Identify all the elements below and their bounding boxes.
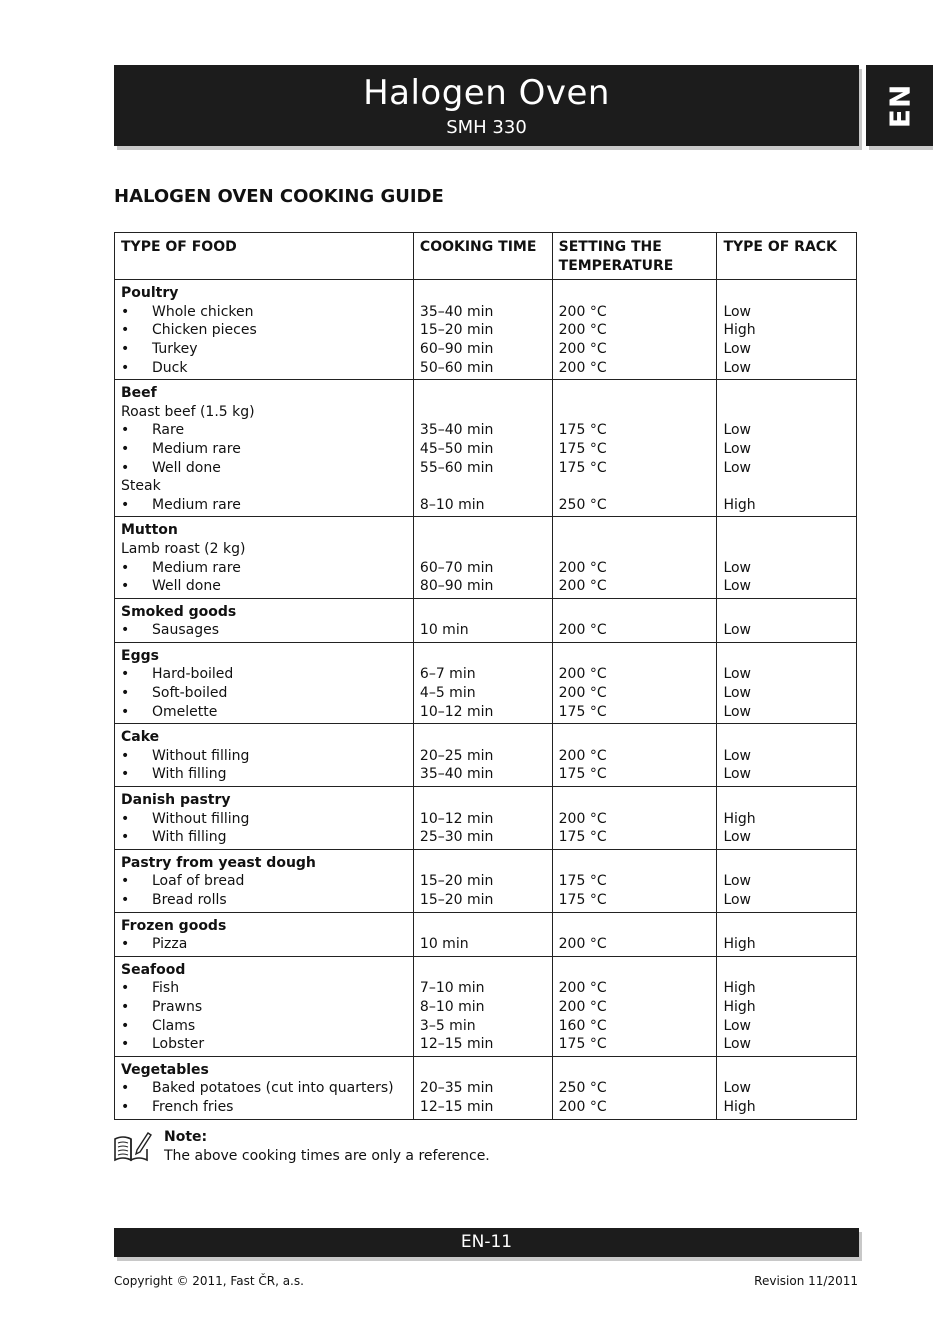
food-item: • Lobster [121, 1035, 407, 1054]
temperature: 200 °C [558, 810, 607, 827]
temperature [559, 403, 711, 422]
revision: Revision 11/2011 [754, 1274, 858, 1288]
temperature: 175 °C [558, 440, 607, 457]
table-row [115, 956, 857, 1056]
spacer-line [559, 961, 711, 980]
time-cell [413, 956, 552, 1056]
cooking-time: 4–5 min [419, 685, 476, 702]
cooking-time: 15–20 min [419, 322, 494, 339]
rack-type: High [723, 980, 756, 997]
cooking-time: 10 min [419, 622, 469, 639]
section-heading: HALOGEN OVEN COOKING GUIDE [114, 186, 444, 207]
spacer-line [420, 284, 546, 303]
rack-type: Low [723, 747, 752, 764]
copyright: Copyright © 2011, Fast ČR, a.s. [114, 1274, 304, 1288]
language-code: EN [883, 83, 916, 128]
table-row [115, 517, 857, 598]
model-number: SMH 330 [446, 117, 527, 138]
cooking-time: 35–40 min [419, 303, 494, 320]
time-cell [413, 912, 552, 956]
food-item: • Bread rolls [121, 891, 407, 910]
table-row [115, 380, 857, 517]
food-category: Seafood [121, 961, 186, 978]
rack-type: High [723, 1098, 756, 1115]
spacer-line [420, 521, 546, 540]
spacer-line [559, 647, 711, 666]
spacer-line [559, 384, 711, 403]
temperature-cell [552, 956, 717, 1056]
food-item: • Whole chicken [121, 303, 407, 322]
temperature: 200 °C [558, 622, 607, 639]
temperature: 175 °C [558, 766, 607, 783]
food-cell [115, 380, 414, 517]
rack-type: Low [723, 578, 752, 595]
spacer-line [723, 284, 850, 303]
food-item: • Turkey [121, 340, 407, 359]
spacer-line [559, 917, 711, 936]
note-text-block [164, 1128, 490, 1166]
rack-type: Low [723, 1017, 752, 1034]
rack-cell [717, 956, 857, 1056]
food-item: • Prawns [121, 998, 407, 1017]
rack-type: Low [723, 685, 752, 702]
food-subheading: Roast beef (1.5 kg) [121, 403, 255, 420]
food-item: • Sausages [121, 621, 407, 640]
header-bar [114, 65, 859, 146]
temperature: 175 °C [558, 422, 607, 439]
header-rack: TYPE OF RACK [717, 233, 857, 280]
spacer-line [420, 647, 546, 666]
book-pencil-icon [112, 1130, 152, 1164]
cooking-time: 20–35 min [419, 1080, 494, 1097]
rack-cell [717, 1056, 857, 1119]
time-cell [413, 642, 552, 723]
table-row [115, 912, 857, 956]
food-item: • Without filling [121, 747, 407, 766]
language-tab [866, 65, 933, 146]
temperature-cell [552, 517, 717, 598]
time-cell [413, 380, 552, 517]
cooking-time: 3–5 min [419, 1017, 476, 1034]
page-number: EN-11 [460, 1232, 513, 1252]
time-cell [413, 787, 552, 850]
spacer-line [723, 854, 850, 873]
note-label: Note: [164, 1129, 208, 1145]
food-category: Danish pastry [121, 792, 231, 809]
rack-type: Low [723, 622, 752, 639]
spacer-line [559, 284, 711, 303]
cooking-time: 8–10 min [419, 496, 485, 513]
temperature [559, 477, 711, 496]
header-type-of-food: TYPE OF FOOD [115, 233, 414, 280]
rack-type: High [723, 322, 756, 339]
cooking-time: 25–30 min [419, 829, 494, 846]
rack-cell [717, 280, 857, 380]
spacer-line [420, 384, 546, 403]
food-item: • Omelette [121, 703, 407, 722]
rack-type: Low [723, 440, 752, 457]
cooking-time: 10–12 min [419, 703, 494, 720]
food-cell [115, 956, 414, 1056]
rack-type: Low [723, 559, 752, 576]
temperature-cell [552, 849, 717, 912]
food-cell [115, 724, 414, 787]
spacer-line [723, 791, 850, 810]
rack-cell [717, 787, 857, 850]
spacer-line [559, 854, 711, 873]
spacer-line [559, 791, 711, 810]
food-cell [115, 912, 414, 956]
food-category: Eggs [121, 647, 159, 664]
cooking-time [420, 540, 546, 559]
food-item: • With filling [121, 828, 407, 847]
food-item: • Without filling [121, 810, 407, 829]
temperature: 200 °C [558, 303, 607, 320]
food-cell [115, 598, 414, 642]
rack-type: Low [723, 303, 752, 320]
rack-cell [717, 724, 857, 787]
food-item: • Well done [121, 459, 407, 478]
food-cell [115, 849, 414, 912]
spacer-line [420, 917, 546, 936]
temperature: 200 °C [558, 685, 607, 702]
header-cooking-time: COOKING TIME [413, 233, 552, 280]
food-category: Poultry [121, 285, 179, 302]
food-item: • Soft-boiled [121, 684, 407, 703]
cooking-time: 50–60 min [419, 359, 494, 376]
food-item: • Duck [121, 359, 407, 378]
food-cell [115, 642, 414, 723]
spacer-line [559, 1061, 711, 1080]
temperature: 175 °C [558, 459, 607, 476]
cooking-time [420, 477, 546, 496]
temperature: 250 °C [558, 496, 607, 513]
time-cell [413, 724, 552, 787]
cooking-time: 35–40 min [419, 766, 494, 783]
cooking-time: 6–7 min [419, 666, 476, 683]
spacer-line [723, 961, 850, 980]
rack-type: Low [723, 892, 752, 908]
temperature-cell [552, 912, 717, 956]
cooking-time: 35–40 min [419, 422, 494, 439]
food-item: • Baked potatoes (cut into quarters) [121, 1079, 407, 1098]
food-item: • Medium rare [121, 496, 407, 515]
rack-type [723, 540, 850, 559]
table-row [115, 724, 857, 787]
cooking-guide-table [114, 232, 857, 1120]
food-subheading: Lamb roast (2 kg) [121, 540, 246, 557]
temperature: 200 °C [558, 980, 607, 997]
temperature: 200 °C [558, 666, 607, 683]
rack-type: High [723, 936, 756, 953]
table-header-row [115, 233, 857, 280]
cooking-time: 8–10 min [419, 998, 485, 1015]
temperature: 200 °C [558, 936, 607, 953]
food-category: Pastry from yeast dough [121, 854, 316, 871]
table-row [115, 1056, 857, 1119]
time-cell [413, 849, 552, 912]
rack-type [723, 477, 850, 496]
food-item: • Fish [121, 979, 407, 998]
food-category: Cake [121, 729, 160, 746]
document-title: Halogen Oven [363, 73, 610, 113]
food-category: Mutton [121, 522, 178, 539]
rack-type: Low [723, 340, 752, 357]
temperature: 175 °C [558, 892, 607, 908]
spacer-line [559, 521, 711, 540]
spacer-line [723, 384, 850, 403]
rack-type: Low [723, 359, 752, 376]
temperature: 175 °C [558, 703, 607, 720]
time-cell [413, 598, 552, 642]
temperature-cell [552, 598, 717, 642]
food-item: • Rare [121, 421, 407, 440]
temperature: 200 °C [558, 998, 607, 1015]
rack-cell [717, 517, 857, 598]
cooking-time [420, 403, 546, 422]
food-item: • French fries [121, 1098, 407, 1117]
temperature: 175 °C [558, 873, 607, 890]
rack-type: Low [723, 1036, 752, 1053]
table-row [115, 849, 857, 912]
food-item: • Well done [121, 577, 407, 596]
cooking-time: 15–20 min [419, 892, 494, 908]
cooking-time: 12–15 min [419, 1036, 494, 1053]
spacer-line [723, 1061, 850, 1080]
temperature: 200 °C [558, 559, 607, 576]
cooking-time: 45–50 min [419, 440, 494, 457]
food-item: • Chicken pieces [121, 321, 407, 340]
temperature: 160 °C [558, 1017, 607, 1034]
food-subheading: Steak [121, 478, 161, 495]
spacer-line [723, 603, 850, 622]
spacer-line [723, 647, 850, 666]
spacer-line [420, 791, 546, 810]
food-item: • Pizza [121, 935, 407, 954]
rack-cell [717, 598, 857, 642]
temperature: 200 °C [558, 747, 607, 764]
cooking-time: 60–90 min [419, 340, 494, 357]
rack-cell [717, 849, 857, 912]
rack-type [723, 403, 850, 422]
spacer-line [723, 521, 850, 540]
cooking-time: 55–60 min [419, 459, 494, 476]
food-category: Vegetables [121, 1061, 209, 1078]
spacer-line [420, 1061, 546, 1080]
food-category: Frozen goods [121, 917, 227, 934]
rack-cell [717, 380, 857, 517]
temperature: 175 °C [558, 1036, 607, 1053]
spacer-line [723, 917, 850, 936]
food-cell [115, 517, 414, 598]
spacer-line [420, 961, 546, 980]
header-temperature: SETTING THE TEMPERATURE [552, 233, 717, 280]
food-item: • With filling [121, 765, 407, 784]
rack-type: Low [723, 666, 752, 683]
note-body: The above cooking times are only a reference. [164, 1148, 490, 1164]
rack-type: Low [723, 873, 752, 890]
temperature: 175 °C [558, 829, 607, 846]
page-number-bar [114, 1228, 859, 1257]
rack-type: Low [723, 829, 752, 846]
rack-type: High [723, 496, 756, 513]
food-item: • Medium rare [121, 440, 407, 459]
table-row [115, 598, 857, 642]
food-category: Smoked goods [121, 603, 237, 620]
food-item: • Loaf of bread [121, 872, 407, 891]
temperature-cell [552, 280, 717, 380]
spacer-line [420, 728, 546, 747]
time-cell [413, 517, 552, 598]
spacer-line [559, 603, 711, 622]
temperature-cell [552, 380, 717, 517]
cooking-time: 20–25 min [419, 747, 494, 764]
food-item: • Clams [121, 1017, 407, 1036]
temperature [559, 540, 711, 559]
time-cell [413, 1056, 552, 1119]
cooking-time: 80–90 min [419, 578, 494, 595]
temperature-cell [552, 787, 717, 850]
rack-cell [717, 642, 857, 723]
rack-type: Low [723, 422, 752, 439]
time-cell [413, 280, 552, 380]
temperature: 200 °C [558, 1098, 607, 1115]
cooking-time: 7–10 min [419, 980, 485, 997]
table-row [115, 787, 857, 850]
rack-type: Low [723, 459, 752, 476]
temperature: 200 °C [558, 322, 607, 339]
cooking-time: 12–15 min [419, 1098, 494, 1115]
rack-type: Low [723, 766, 752, 783]
table-row [115, 642, 857, 723]
table-row [115, 280, 857, 380]
table-body [115, 280, 857, 1119]
rack-type: Low [723, 703, 752, 720]
food-cell [115, 1056, 414, 1119]
food-item: • Medium rare [121, 559, 407, 578]
food-cell [115, 280, 414, 380]
temperature: 200 °C [558, 340, 607, 357]
rack-cell [717, 912, 857, 956]
temperature: 200 °C [558, 359, 607, 376]
cooking-time: 10 min [419, 936, 469, 953]
food-item: • Hard-boiled [121, 665, 407, 684]
temperature-cell [552, 1056, 717, 1119]
cooking-time: 10–12 min [419, 810, 494, 827]
spacer-line [723, 728, 850, 747]
temperature-cell [552, 724, 717, 787]
rack-type: Low [723, 1080, 752, 1097]
food-category: Beef [121, 385, 157, 402]
rack-type: High [723, 810, 756, 827]
spacer-line [420, 603, 546, 622]
spacer-line [559, 728, 711, 747]
temperature: 250 °C [558, 1080, 607, 1097]
rack-type: High [723, 998, 756, 1015]
cooking-time: 15–20 min [419, 873, 494, 890]
food-cell [115, 787, 414, 850]
cooking-time: 60–70 min [419, 559, 494, 576]
spacer-line [420, 854, 546, 873]
temperature: 200 °C [558, 578, 607, 595]
temperature-cell [552, 642, 717, 723]
